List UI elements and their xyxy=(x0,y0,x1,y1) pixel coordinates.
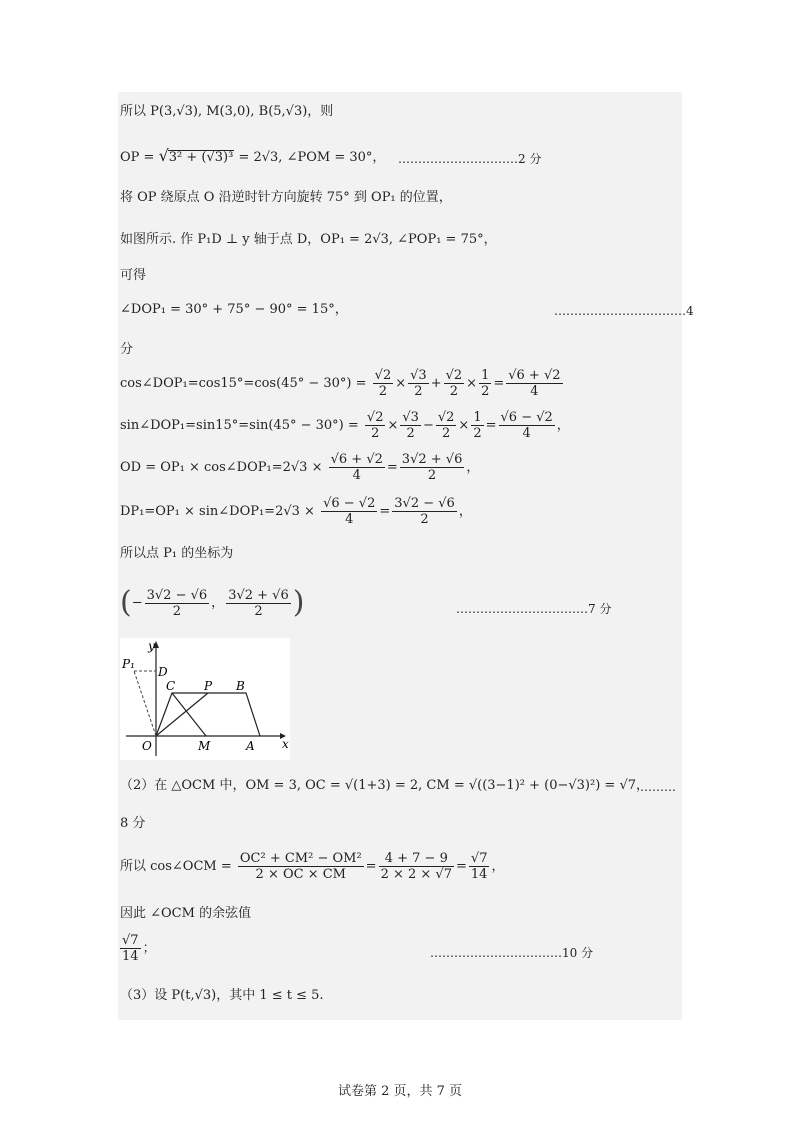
times-sign: × xyxy=(387,418,399,433)
frac-ocm-3: $\frac{√7}{14}$ xyxy=(470,851,488,882)
text-line-1: 所以 P(3,√3), M(3,0), B(5,√3)，则 xyxy=(120,104,334,119)
frac-answer: $\frac{√7}{14}$ xyxy=(122,933,139,964)
frac-root2-2: $\frac{√2}{2}$ xyxy=(374,368,392,399)
page-footer: 试卷第 2 页，共 7 页 xyxy=(337,1084,463,1099)
frac-ocm-1: $\frac{\text{OC² + CM² − OM²}}{2 \times OC \times CM}$ xyxy=(239,851,362,882)
frac-one-2: $\frac{1}{2}$ xyxy=(481,368,490,399)
neg-sign: − xyxy=(131,595,143,611)
score-dots-2: …………………………2 分 xyxy=(398,152,542,166)
frac-root2-2b: $\frac{√2}{2}$ xyxy=(437,410,455,441)
text-line-2 xyxy=(120,148,385,166)
frac-root3-2: $\frac{√3}{2}$ xyxy=(410,368,427,399)
score-dots-4: ……………………………4 xyxy=(554,304,694,318)
frac-p1-y: $\frac{3√2 + √6}{2}$ xyxy=(228,587,289,619)
minus-sign: − xyxy=(422,418,434,433)
times-sign: × xyxy=(395,376,407,391)
sqrt-sign: √ xyxy=(158,146,169,165)
text-line-3: 将 OP 绕原点 O 沿逆时针方向旋转 75° 到 OP₁ 的位置， xyxy=(120,190,452,205)
score-dots-7: ……………………………7 分 xyxy=(456,602,612,616)
text-line-17: 因此 ∠OCM 的余弦值 xyxy=(120,906,252,921)
frac-root2-2b: $\frac{√2}{2}$ xyxy=(445,368,463,399)
label-p: P xyxy=(204,679,213,693)
label-a: A xyxy=(246,739,255,753)
text-line-12: 所以点 P₁ 的坐标为 xyxy=(120,546,234,561)
dp-line xyxy=(120,496,472,527)
label-p1: P₁ xyxy=(122,657,135,671)
answer-line xyxy=(120,932,156,966)
label-y: y xyxy=(148,639,155,653)
equals-sign: = xyxy=(493,376,505,391)
right-paren: ) xyxy=(292,585,305,620)
times-sign: × xyxy=(458,418,470,433)
dp-lhs: DP₁=OP₁ × sin∠DOP₁=2√3 × xyxy=(120,504,315,519)
comma: ， xyxy=(491,859,505,874)
od-lhs: OD = OP₁ × cos∠DOP₁=2√3 × xyxy=(120,460,323,475)
trapezoid xyxy=(156,693,260,736)
frac-sin-result: $\frac{√6 - √2}{4}$ xyxy=(500,410,553,441)
score-4: 4 xyxy=(686,304,694,318)
cos-ocm-lhs: 所以 cos∠OCM = xyxy=(120,859,232,874)
text-line-6: ∠DOP₁ = 30° + 75° − 90° = 15°， xyxy=(120,302,348,317)
frac-cos-result: $\frac{√6 + √2}{4}$ xyxy=(508,368,561,399)
sin-lhs: sin∠DOP₁=sin15°=sin(45° − 30°) = xyxy=(120,418,359,433)
op-radicand: 3² + (√3)³ xyxy=(168,150,234,165)
figure-svg xyxy=(120,638,290,760)
label-b: B xyxy=(236,679,245,693)
score-7: 7 分 xyxy=(588,602,612,616)
comma: ， xyxy=(466,460,480,475)
equals-sign: = xyxy=(365,859,377,874)
times-sign: × xyxy=(466,376,478,391)
op-result: = 2√3, ∠POM = 30°， xyxy=(234,150,386,165)
op-label: OP = xyxy=(120,150,159,165)
equals-sign: = xyxy=(456,859,467,874)
label-m: M xyxy=(198,739,211,753)
frac-root2-2: $\frac{√2}{2}$ xyxy=(366,410,384,441)
score-10: 10 分 xyxy=(562,946,594,960)
comma: ， xyxy=(211,595,225,611)
text-line-5: 可得 xyxy=(120,268,147,283)
text-line-19: （3）设 P(t,√3)，其中 1 ≤ t ≤ 5. xyxy=(120,988,324,1003)
text-line-14: （2）在 △OCM 中，OM = 3, OC = √(1+3) = 2, CM = √((3−1)² + (0−√3)²) = √7， xyxy=(120,778,650,793)
frac-p1-x: $\frac{3√2 - √6}{2}$ xyxy=(146,587,208,619)
segment-op1 xyxy=(134,671,156,736)
text-line-7: 分 xyxy=(120,342,134,357)
comma: ， xyxy=(556,418,570,433)
score-dots-8: ……… xyxy=(640,780,676,794)
equals-sign: = xyxy=(379,504,391,519)
frac-ocm-2: $\frac{4 + 7 - 9}{2 \times 2 \times √7}$ xyxy=(380,851,452,882)
label-x: x xyxy=(282,737,289,751)
frac-one-2: $\frac{1}{2}$ xyxy=(473,410,482,441)
left-paren: ( xyxy=(120,585,132,620)
p1-coordinates xyxy=(120,586,304,621)
cos-line xyxy=(120,368,565,399)
sin-line xyxy=(120,410,570,441)
equals-sign: = xyxy=(386,460,398,475)
text-line-4: 如图所示. 作 P₁D ⊥ y 轴于点 D，OP₁ = 2√3, ∠POP₁ = 75°， xyxy=(120,232,497,247)
label-c: C xyxy=(166,679,176,693)
frac-sin-result: $\frac{√6 - √2}{4}$ xyxy=(323,496,376,527)
frac-od-result: $\frac{3√2 + √6}{2}$ xyxy=(401,452,463,483)
label-d: D xyxy=(158,665,168,679)
frac-dp-result: $\frac{3√2 - √6}{2}$ xyxy=(394,496,455,527)
label-o: O xyxy=(142,739,152,753)
cos-ocm-line xyxy=(120,850,504,884)
frac-cos-result: $\frac{√6 + √2}{4}$ xyxy=(330,452,383,483)
score-2: 2 分 xyxy=(518,152,542,166)
score-dots-10: ……………………………10 分 xyxy=(430,946,594,960)
od-line xyxy=(120,452,479,483)
comma: ， xyxy=(458,504,472,519)
text-line-15: 8 分 xyxy=(120,816,146,831)
cos-lhs: cos∠DOP₁=cos15°=cos(45° − 30°) = xyxy=(120,376,367,391)
frac-root3-2: $\frac{√3}{2}$ xyxy=(402,410,419,441)
coordinate-figure xyxy=(120,638,290,760)
semicolon: ； xyxy=(142,941,156,956)
plus-sign: + xyxy=(430,376,442,391)
equals-sign: = xyxy=(485,418,497,433)
